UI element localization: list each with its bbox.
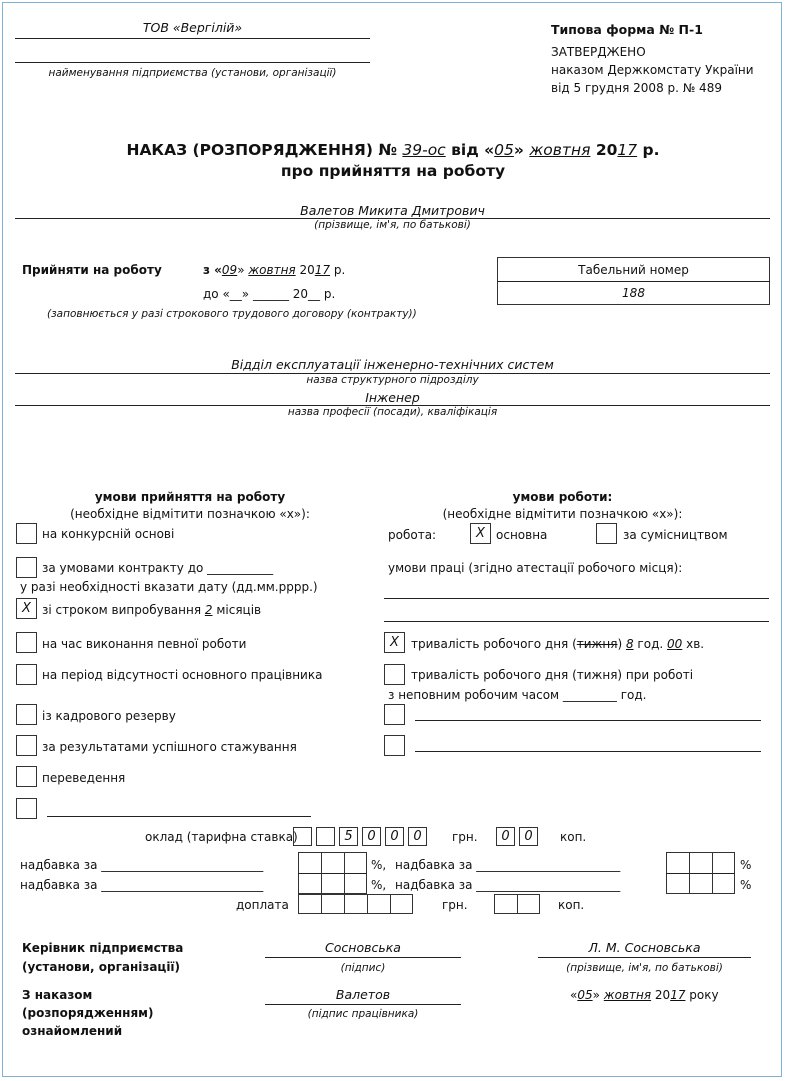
work-label: робота: bbox=[388, 528, 437, 542]
extra-pay-label: доплата bbox=[236, 898, 289, 912]
ack-day: 05 bbox=[577, 988, 593, 1002]
approved-by: наказом Держкомстату України bbox=[551, 63, 754, 77]
workday-hours: 8 bbox=[625, 637, 634, 651]
head-label-1: Керівник підприємства bbox=[22, 941, 184, 955]
approved: ЗАТВЕРДЖЕНО bbox=[551, 45, 646, 59]
label-part-time-job: за сумісництвом bbox=[623, 528, 728, 542]
label-reserve: із кадрового резерву bbox=[42, 709, 176, 723]
head-name-line[interactable] bbox=[538, 957, 751, 958]
label-absence: на період відсутності основного працівника bbox=[42, 668, 323, 682]
hire-from-year-mark: р. bbox=[333, 263, 346, 277]
checkbox-extra-1[interactable] bbox=[384, 704, 405, 725]
employee-name: Валетов Микита Дмитрович bbox=[300, 203, 485, 218]
position-value: Інженер bbox=[365, 390, 420, 405]
checkbox-specific-work[interactable] bbox=[16, 632, 37, 653]
head-name-caption: (прізвище, ім'я, по батькові) bbox=[566, 962, 723, 974]
checkbox-competitive[interactable] bbox=[16, 523, 37, 544]
company-line-2 bbox=[15, 62, 370, 63]
hire-from-month: жовтня bbox=[248, 263, 296, 277]
checkbox-other[interactable] bbox=[16, 798, 37, 819]
bonus-grid-left-col bbox=[344, 852, 345, 894]
extra-pay-col bbox=[344, 894, 345, 914]
bonus-percent-end-1: % bbox=[740, 858, 752, 872]
labor-line-2[interactable] bbox=[384, 621, 769, 622]
hire-from-year: 17 bbox=[314, 263, 331, 277]
hire-from-quote: » bbox=[237, 263, 245, 277]
order-subtitle: про прийняття на роботу bbox=[280, 162, 506, 180]
label-main: основна bbox=[496, 528, 548, 542]
title-prefix: НАКАЗ (РОЗПОРЯДЖЕННЯ) № bbox=[126, 141, 397, 159]
salary-digit[interactable] bbox=[293, 827, 312, 846]
title-year-mark: р. bbox=[642, 141, 660, 159]
ack-year-mark: року bbox=[689, 988, 719, 1002]
tab-number-divider bbox=[497, 281, 770, 282]
salary-kop: коп. bbox=[560, 830, 587, 844]
ack-date-open: « bbox=[570, 988, 578, 1002]
work-conditions-note: (необхідне відмітити позначкою «х»): bbox=[442, 507, 683, 521]
checkbox-main[interactable]: X bbox=[470, 523, 491, 544]
extra-pay-uah: грн. bbox=[442, 898, 468, 912]
extra-pay-col bbox=[390, 894, 391, 914]
ack-month: жовтня bbox=[603, 988, 652, 1002]
bonus-grid-right-row bbox=[666, 873, 735, 874]
salary-digit[interactable] bbox=[316, 827, 335, 846]
department-value: Відділ експлуатації інженерно-технічних систем bbox=[231, 357, 554, 372]
salary-kop-digit[interactable]: 0 bbox=[496, 827, 515, 846]
checkbox-internship[interactable] bbox=[16, 735, 37, 756]
checkbox-reserve[interactable] bbox=[16, 704, 37, 725]
head-sign-caption: (підпис) bbox=[340, 962, 386, 974]
extra-line-1[interactable] bbox=[415, 720, 761, 721]
company-line-1 bbox=[15, 38, 370, 39]
hire-conditions-note: (необхідне відмітити позначкою «х»): bbox=[70, 507, 310, 521]
bonus-label-1: надбавка за ___________________________ bbox=[20, 858, 264, 872]
salary-uah: грн. bbox=[452, 830, 478, 844]
salary-digit[interactable]: 0 bbox=[385, 827, 404, 846]
workday-label-2: ) bbox=[617, 637, 623, 651]
hire-from bbox=[203, 263, 345, 277]
bonus-label-4: надбавка за ________________________ bbox=[395, 878, 621, 892]
ack-label-2: (розпорядженням) bbox=[22, 1006, 154, 1020]
bonus-grid-right-col bbox=[689, 852, 690, 894]
bonus-grid-left-row bbox=[298, 873, 367, 874]
probation-label: зі строком випробування bbox=[42, 603, 202, 617]
title-quote: » bbox=[513, 141, 524, 159]
ack-label-1: З наказом bbox=[22, 988, 93, 1002]
extra-pay-kop-col bbox=[517, 894, 518, 914]
other-line[interactable] bbox=[47, 816, 311, 817]
hire-label: Прийняти на роботу bbox=[22, 263, 162, 277]
label-internship: за результатами успішного стажування bbox=[42, 740, 297, 754]
title-from: від « bbox=[451, 141, 495, 159]
ack-label-3: ознайомлений bbox=[22, 1024, 123, 1038]
hire-from-prefix: з « bbox=[203, 263, 222, 277]
title-year-prefix: 20 bbox=[595, 141, 618, 159]
company-name: ТОВ «Вергілій» bbox=[142, 20, 243, 35]
bonus-grid-left-col bbox=[321, 852, 322, 894]
label-specific-work: на час виконання певної роботи bbox=[42, 637, 247, 651]
salary-digit[interactable]: 0 bbox=[408, 827, 427, 846]
order-month: жовтня bbox=[529, 141, 591, 159]
ack-date-close: » bbox=[592, 988, 600, 1002]
label-part-time-2: з неповним робочим часом _________ год. bbox=[388, 688, 647, 702]
ack-year-prefix: 20 bbox=[654, 988, 671, 1002]
position-caption: назва професії (посади), кваліфікація bbox=[287, 406, 498, 418]
department-caption: назва структурного підрозділу bbox=[306, 374, 479, 386]
extra-pay-col bbox=[367, 894, 368, 914]
work-conditions-title: умови роботи: bbox=[512, 490, 613, 504]
bonus-label-2: надбавка за ___________________________ bbox=[20, 878, 264, 892]
workday-minutes-label: хв. bbox=[686, 637, 705, 651]
labor-conditions-label: умови праці (згідно атестації робочого місця): bbox=[388, 561, 683, 575]
hire-from-day: 09 bbox=[221, 263, 238, 277]
employee-caption: (прізвище, ім'я, по батькові) bbox=[314, 219, 471, 231]
tab-number-label: Табельний номер bbox=[578, 263, 689, 277]
head-label-2: (установи, організації) bbox=[22, 960, 181, 974]
order-day: 05 bbox=[494, 141, 514, 159]
extra-line-2[interactable] bbox=[415, 751, 761, 752]
contract-note: (заповнюється у разі строкового трудового договору (контракту)) bbox=[47, 308, 417, 320]
checkbox-contract[interactable] bbox=[16, 557, 37, 578]
salary-kop-digit[interactable]: 0 bbox=[519, 827, 538, 846]
workday-strike: тижня bbox=[576, 637, 618, 651]
label-part-time: тривалість робочого дня (тижня) при роботі bbox=[411, 668, 694, 682]
label-competitive: на конкурсній основі bbox=[42, 527, 175, 541]
head-sign-line[interactable] bbox=[265, 957, 461, 958]
form-title: Типова форма № П-1 bbox=[551, 22, 703, 37]
date-note: у разі необхідності вказати дату (дд.мм.рррр.) bbox=[20, 580, 318, 594]
bonus-percent-1: %, bbox=[371, 858, 387, 872]
employee-sign-caption: (підпис працівника) bbox=[307, 1008, 419, 1020]
ack-year: 17 bbox=[670, 988, 686, 1002]
probation-months-label: місяців bbox=[216, 603, 262, 617]
company-caption: найменування підприємства (установи, організації) bbox=[48, 67, 337, 79]
salary-label: оклад (тарифна ставка) bbox=[145, 830, 298, 844]
probation-months: 2 bbox=[204, 603, 213, 617]
label-contract: за умовами контракту до ___________ bbox=[42, 561, 274, 575]
checkbox-part-time-job[interactable] bbox=[596, 523, 617, 544]
head-signature: Сосновська bbox=[325, 940, 401, 955]
bonus-label-3: надбавка за ________________________ bbox=[395, 858, 621, 872]
order-year: 17 bbox=[617, 141, 638, 159]
checkbox-transfer[interactable] bbox=[16, 766, 37, 787]
label-workday bbox=[411, 637, 704, 651]
workday-label-1: тривалість робочого дня ( bbox=[411, 637, 577, 651]
hire-conditions-title: умови прийняття на роботу bbox=[94, 490, 286, 504]
workday-hours-label: год. bbox=[637, 637, 664, 651]
labor-line-1[interactable] bbox=[384, 598, 769, 599]
order-number: 39-ос bbox=[402, 141, 446, 159]
label-probation bbox=[42, 603, 261, 617]
extra-pay-kop: коп. bbox=[558, 898, 585, 912]
extra-pay-col bbox=[321, 894, 322, 914]
workday-minutes: 00 bbox=[667, 637, 683, 651]
checkbox-workday[interactable]: X bbox=[384, 632, 405, 653]
approved-date: від 5 грудня 2008 р. № 489 bbox=[551, 81, 722, 95]
order-title bbox=[0, 141, 786, 159]
ack-date bbox=[570, 988, 719, 1002]
head-name: Л. М. Сосновська bbox=[588, 940, 701, 955]
tab-number-value: 188 bbox=[622, 286, 645, 300]
bonus-percent-end-2: % bbox=[740, 878, 752, 892]
checkbox-absence[interactable] bbox=[16, 664, 37, 685]
salary-digit[interactable]: 5 bbox=[339, 827, 358, 846]
bonus-percent-2: %, bbox=[371, 878, 387, 892]
extra-pay-grid[interactable] bbox=[298, 894, 413, 914]
employee-signature: Валетов bbox=[335, 987, 391, 1002]
hire-to: до «__» ______ 20__ р. bbox=[203, 287, 336, 301]
label-transfer: переведення bbox=[42, 771, 126, 785]
checkbox-part-time[interactable] bbox=[384, 664, 405, 685]
salary-digit[interactable]: 0 bbox=[362, 827, 381, 846]
hire-from-year-prefix: 20 bbox=[299, 263, 315, 277]
bonus-grid-right-col bbox=[712, 852, 713, 894]
checkbox-probation[interactable]: X bbox=[16, 598, 37, 619]
employee-sign-line[interactable] bbox=[265, 1004, 461, 1005]
checkbox-extra-2[interactable] bbox=[384, 735, 405, 756]
